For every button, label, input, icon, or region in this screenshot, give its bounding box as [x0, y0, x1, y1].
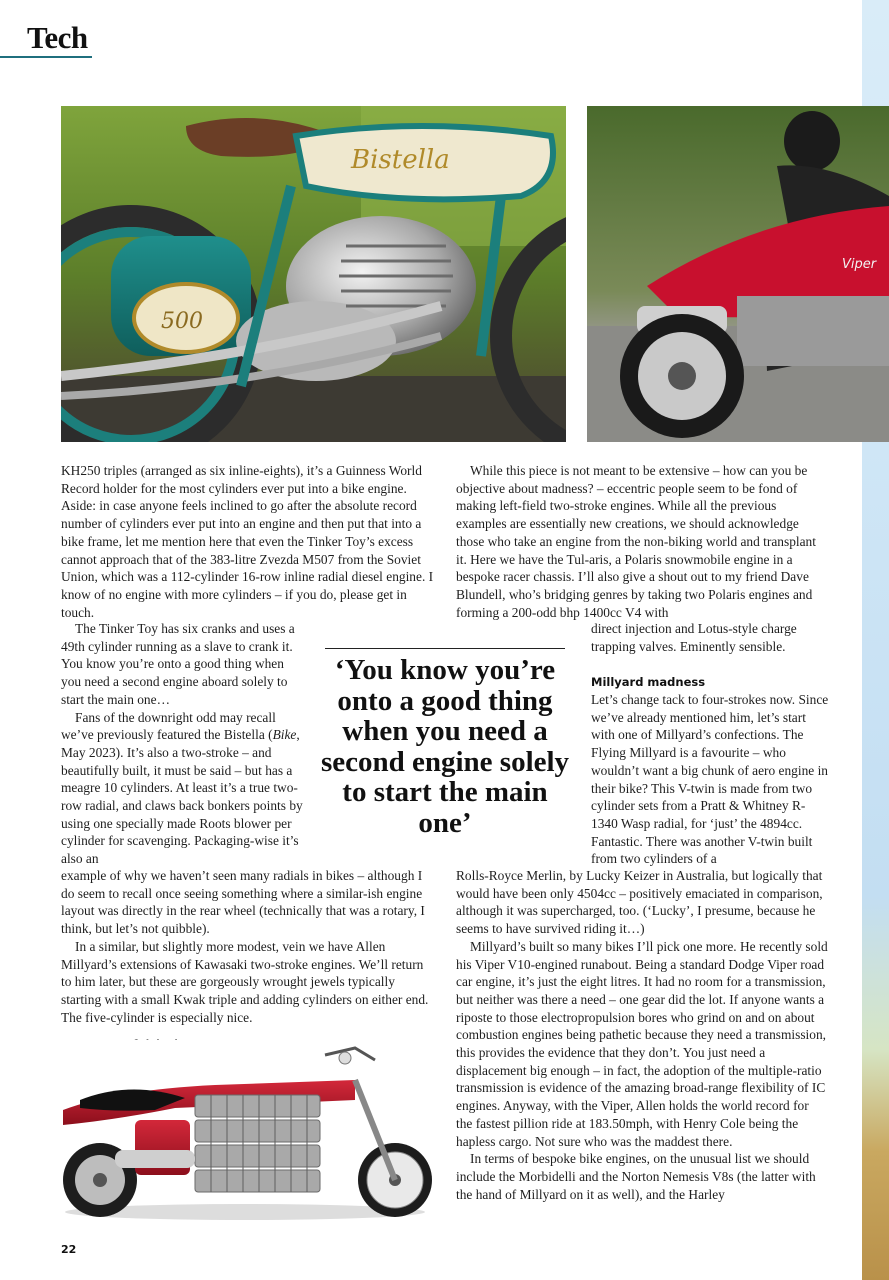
- viper-motorcycle-photo: [587, 106, 889, 442]
- body-paragraph: Let’s change tack to four-strokes now. Since we’ve already mentioned him, let’s start with one of Millyard’s confections. The Flying Millyard is a favourite – who wouldn’t want a big chunk of aero engine in their bike? This V-twin is made from two cylinder sets from a Pratt & Whitney R-1340 Wasp radial, for ‘just’ the 4894cc. Fantastic. There was another V-twin built from two cylinders of a: [591, 692, 829, 867]
- right-column-bottom: [456, 867, 828, 1203]
- body-text: , May 2023). It’s also a two-stroke – and beautifully built, it must be said – but has a meagre 10 cylinders. At least it’s a true two-row radial, and claws back bonkers points by using one specially made Roots blower per cylinder for scavenging. Packaging-wise it’s also an: [61, 727, 303, 867]
- right-column-narrow: [591, 620, 831, 655]
- pull-quote: ‘You know you’re onto a good thing when you need a second engine solely to start the main one’: [320, 654, 570, 839]
- magazine-title: Bike: [272, 727, 297, 743]
- body-text: Fans of the downright odd may recall we’ve previously featured the Bistella (: [61, 709, 276, 743]
- body-paragraph: direct injection and Lotus-style charge trapping valves. Eminently sensible.: [591, 621, 797, 654]
- subheading: Millyard madness: [591, 675, 706, 689]
- left-column-top: [61, 462, 436, 621]
- page-number: 22: [61, 1243, 77, 1256]
- body-paragraph: KH250 triples (arranged as six inline-eights), it’s a Guinness World Record holder for the most cylinders ever put into a bike engine. Aside: in case anyone feels inclined to go after the absolute record number of cylinders ever put into an engine and then put that into a bike frame, let me mention here that even the Tinker Toy’s excess cannot approach that of the 383-litre Zvezda M507 from the Soviet Union, which was a 112-cylinder 16-row inline radial diesel engine. I know of no engine with more cylinders – if you do, please get in touch.: [61, 463, 434, 620]
- right-column-middle: [591, 691, 831, 868]
- body-paragraph: Millyard’s built so many bikes I’ll pick one more. He recently sold his Viper V10-engined runabout. Being a standard Dodge Viper road car engine, it’s just the eight litres. It had no room for a transmission, but neither was there a need – one gear did the lot. If anyone wants a riposte to those electropropulsion bores who grind on and on about combustion engines being pathetic because they need a transmission, this provides the evidence that they don’t. You just need a displacement big enough – in fact, the adoption of the multiple-ratio transmission is evidence of the amazing broad-range flexibility of IC engines. Anyway, with the Viper, Allen holds the world record for the fastest pillion ride at 183.50mph, with Henry Cole being the hapless cargo. Not sure who was the maddest there.: [456, 938, 828, 1149]
- pull-quote-rule: [325, 648, 565, 649]
- bistella-motorcycle-photo: [61, 106, 566, 442]
- body-paragraph: While this piece is not meant to be extensive – how can you be objective about madness? – eccentric people seem to be fond of making left-field two-stroke engines. While all the previous examples are essentially new creations, we should acknowledge those who take an engine from the non-biking world and transplant it. Here we have the Tul-aris, a Polaris snowmobile engine in a bespoke racer chassis. I’ll also give a shout out to my friend Dave Blundell, who’s bridging genres by taking two Polaris engines and forming a 200-odd bhp 1400cc V4 with: [456, 463, 816, 620]
- tank-script-text: Viper: [842, 257, 877, 272]
- body-paragraph: In a similar, but slightly more modest, vein we have Allen Millyard’s extensions of Kawasaki two-stroke engines. We’ll return to him later, but these are gorgeously wrought jewels typically starting with a small Kwak triple and adding cylinders on either end. The five-cylinder is especially nice.: [61, 938, 429, 1025]
- left-column-narrow: [61, 620, 306, 868]
- section-title: Tech: [27, 20, 88, 55]
- body-paragraph: The Tinker Toy has six cranks and uses a 49th cylinder running as a slave to crank it. You know you’re onto a good thing when you need a second engine aboard solely to start the main one…: [61, 621, 295, 707]
- body-paragraph: [61, 709, 306, 868]
- tinker-toy-motorcycle-photo: [55, 1040, 440, 1225]
- tank-script-text: Bistella: [351, 145, 450, 175]
- body-paragraph: In terms of bespoke bike engines, on the unusual list we should include the Morbidelli and the Norton Nemesis V8s (the latter with the hand of Millyard on it as well), and the Harley: [456, 1151, 816, 1202]
- side-badge-number: 500: [161, 309, 203, 334]
- body-paragraph: Rolls-Royce Merlin, by Lucky Keizer in Australia, but logically that would have been only 4504cc – positively emaciated in comparison, although it was supercharged, too. (‘Lucky’, I presume, because he seems to have survived riding it…): [456, 868, 823, 937]
- right-column-top: [456, 462, 828, 621]
- left-column-bottom: [61, 867, 436, 1026]
- body-paragraph: example of why we haven’t seen many radials in bikes – although I do seem to recall once seeing something where a similar-ish engine layout was directly in the rear wheel (technically that was a rotary, I think, but let’s not quibble).: [61, 868, 425, 937]
- section-title-underline: [0, 56, 92, 58]
